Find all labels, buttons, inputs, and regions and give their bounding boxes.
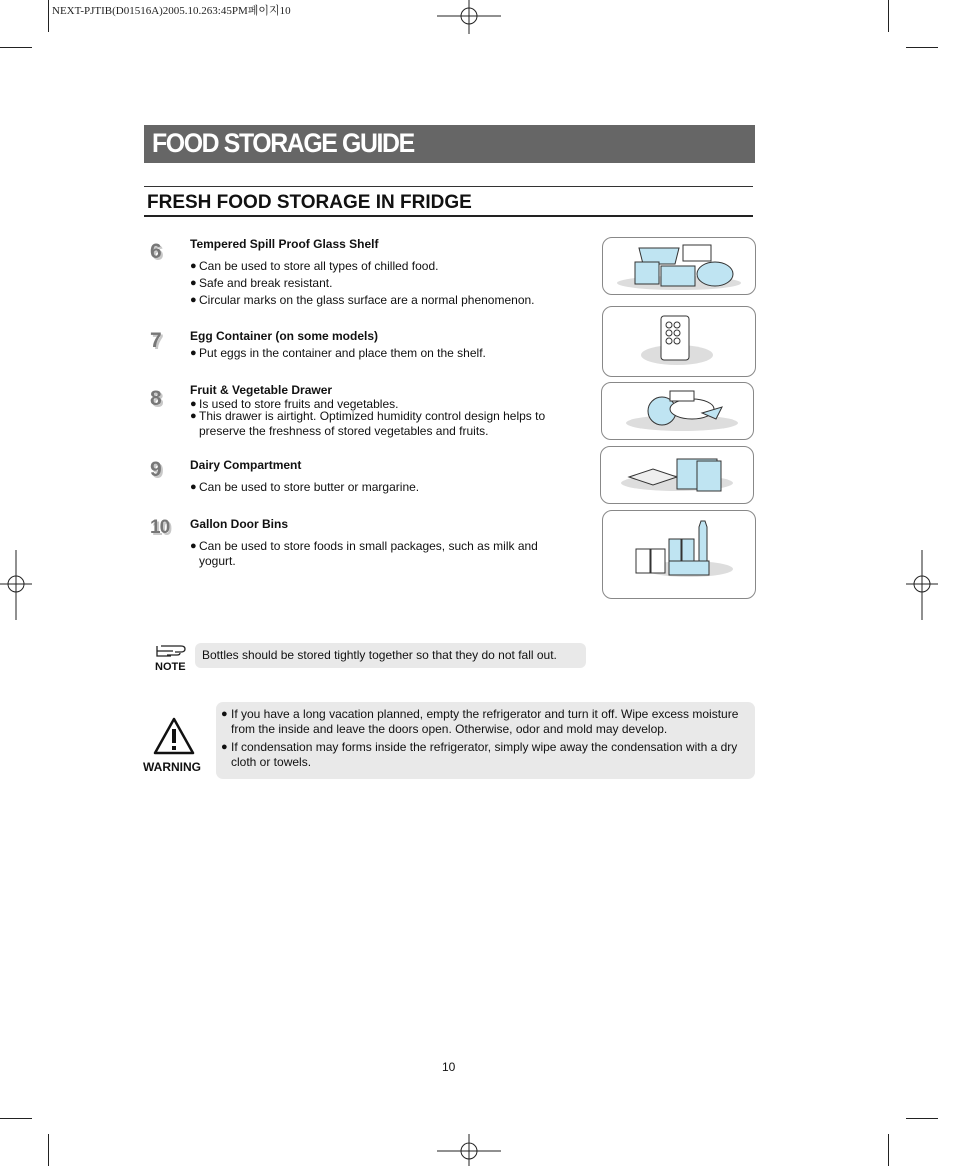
- warning-list-item: ● If condensation may forms inside the refrigerator, simply wipe away the condensation with a dry cloth or towels.: [221, 740, 738, 769]
- section-rule-top: [144, 186, 753, 187]
- page-title-bar: [144, 125, 755, 163]
- item-number: 6: [150, 240, 161, 263]
- section-title: FRESH FOOD STORAGE IN FRIDGE: [147, 192, 472, 213]
- registration-mark-top-icon: [437, 0, 501, 34]
- list-item: ● This drawer is airtight. Optimized humidity control design helps to preserve the freshness of stored vegetables and fruits.: [190, 409, 546, 438]
- item-number: 9: [150, 458, 161, 481]
- vegetable-drawer-illustration-icon: [601, 382, 754, 440]
- list-item: ● Can be used to store butter or margarine.: [190, 480, 420, 494]
- list-item: ● Is used to store fruits and vegetables.: [190, 397, 399, 411]
- item-title: Fruit & Vegetable Drawer: [190, 383, 333, 397]
- registration-mark-bottom-icon: [437, 1134, 501, 1166]
- egg-container-illustration-icon: [602, 306, 756, 377]
- warning-triangle-icon: [152, 716, 196, 756]
- item-title: Tempered Spill Proof Glass Shelf: [190, 237, 379, 251]
- item-title: Gallon Door Bins: [190, 517, 289, 531]
- list-item: ● Put eggs in the container and place them on the shelf.: [190, 346, 486, 360]
- print-header: NEXT-PJTIB(D01516A)2005.10.263:45PM페이지10: [52, 5, 291, 17]
- item-title: Egg Container (on some models): [190, 329, 379, 343]
- warning-label: WARNING: [143, 760, 201, 774]
- door-bin-bottles-illustration-icon: [602, 510, 756, 599]
- item-number: 8: [150, 387, 161, 410]
- list-item: ● Can be used to store all types of chilled food.: [190, 259, 439, 273]
- dairy-compartment-illustration-icon: [600, 446, 754, 504]
- list-item: ● Circular marks on the glass surface are a normal phenomenon.: [190, 293, 535, 307]
- shelf-food-illustration-icon: [602, 237, 756, 295]
- note-label: NOTE: [155, 661, 186, 673]
- pointing-hand-icon: [155, 641, 187, 661]
- page-title: FOOD STORAGE GUIDE: [152, 128, 414, 158]
- list-item: ● Safe and break resistant.: [190, 276, 333, 290]
- item-title: Dairy Compartment: [190, 458, 302, 472]
- section-rule-bottom: [144, 215, 753, 217]
- registration-mark-left-icon: [0, 550, 32, 620]
- item-number: 10: [150, 517, 170, 538]
- list-item: ● Can be used to store foods in small packages, such as milk and yogurt.: [190, 539, 538, 568]
- page-number: 10: [442, 1060, 456, 1074]
- note-text: Bottles should be stored tightly together so that they do not fall out.: [202, 648, 557, 662]
- registration-mark-right-icon: [906, 550, 938, 620]
- item-number: 7: [150, 329, 161, 352]
- warning-list-item: ● If you have a long vacation planned, empty the refrigerator and turn it off. Wipe excess moisture from the inside and leave the doors open. Otherwise, odor and mold may develop.: [221, 707, 739, 736]
